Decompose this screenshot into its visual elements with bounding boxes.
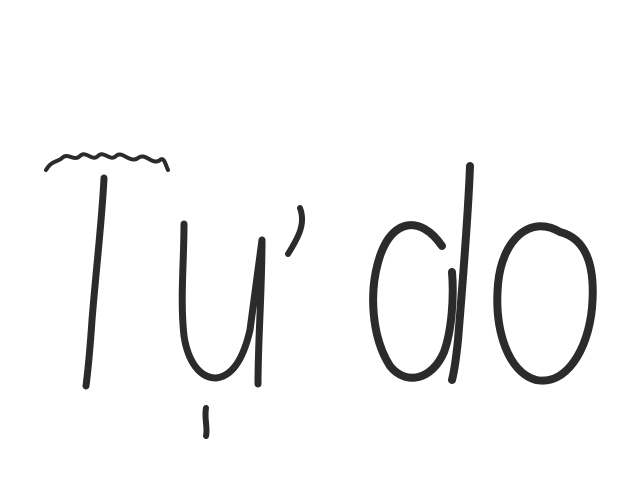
letter-t-stem — [86, 178, 104, 386]
letter-t-bar — [46, 154, 168, 170]
letter-o — [497, 226, 592, 380]
tone-mark-dot-below — [205, 408, 206, 436]
letter-u-horn-mark — [288, 208, 302, 254]
letter-u-horn-body — [182, 224, 262, 384]
letter-d-bowl — [373, 225, 453, 378]
